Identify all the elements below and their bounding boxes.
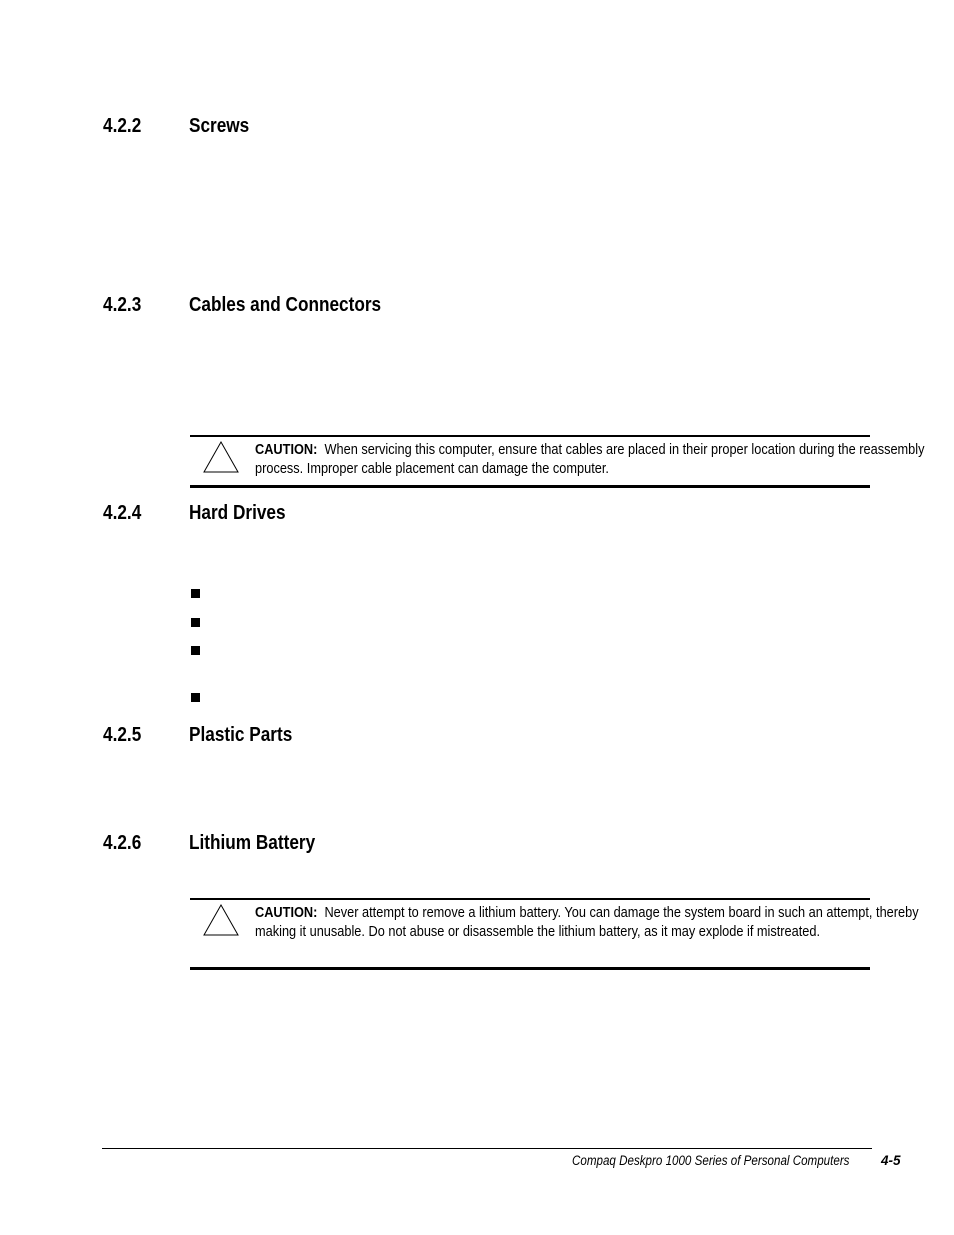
- caution-body: When servicing this computer, ensure that cables are placed in their proper location during the reassembly process. Improper cable placement can damage the computer.: [255, 442, 925, 477]
- bullet-marker: [191, 646, 200, 655]
- caution-box-cables: [190, 435, 925, 488]
- caution-label: CAUTION:: [255, 905, 318, 921]
- section-title: Hard Drives: [189, 502, 286, 524]
- section-number: 4.2.3: [103, 294, 142, 316]
- bullet-marker: [191, 693, 200, 702]
- section-heading-screws: [103, 114, 249, 138]
- caution-text: [255, 441, 935, 478]
- section-number: 4.2.6: [103, 832, 142, 854]
- footer-title: Compaq Deskpro 1000 Series of Personal Computers: [572, 1153, 850, 1168]
- caution-triangle-icon: [202, 903, 240, 937]
- caution-body: Never attempt to remove a lithium battery. You can damage the system board in such an attempt, thereby making it unusable. Do not abuse or disassemble the lithium battery, as it may explode if mistreated.: [255, 905, 919, 940]
- page-number: 4-5: [881, 1153, 901, 1168]
- bullet-marker: [191, 589, 200, 598]
- footer-rule: [102, 1148, 872, 1149]
- section-title: Cables and Connectors: [189, 294, 382, 316]
- section-title: Screws: [189, 115, 250, 137]
- section-heading-plastic-parts: [103, 723, 292, 747]
- section-number: 4.2.4: [103, 502, 142, 524]
- section-heading-hard-drives: [103, 501, 286, 525]
- caution-label: CAUTION:: [255, 442, 318, 458]
- section-title: Lithium Battery: [189, 832, 316, 854]
- section-heading-cables: [103, 293, 381, 317]
- caution-text: [255, 904, 935, 941]
- section-number: 4.2.2: [103, 115, 142, 137]
- caution-box-battery: [190, 898, 919, 970]
- section-title: Plastic Parts: [189, 724, 293, 746]
- section-number: 4.2.5: [103, 724, 142, 746]
- section-heading-lithium-battery: [103, 831, 315, 855]
- caution-triangle-icon: [202, 440, 240, 474]
- bullet-marker: [191, 618, 200, 627]
